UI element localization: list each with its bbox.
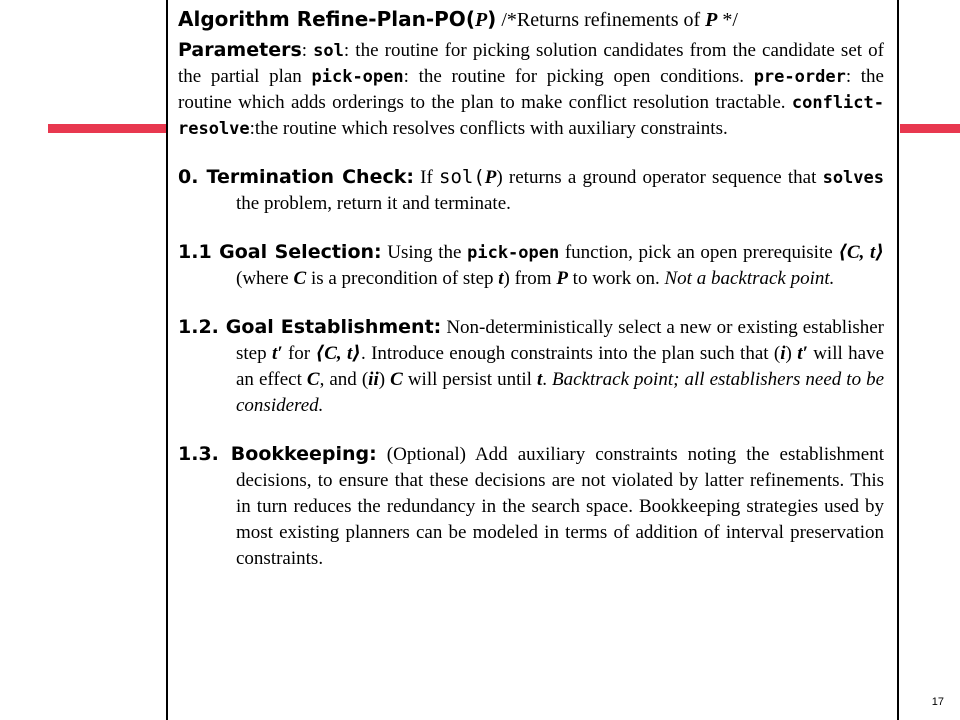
conflict-resolve-param: conflict-resolve:the routine which resolves conflicts with auxiliary constraints. (178, 93, 884, 139)
step-heading: 1.1 Goal Selection: (178, 241, 382, 263)
parameters-block (178, 37, 884, 142)
algorithm-box (166, 0, 899, 720)
step-bookkeeping: 1.3. Bookkeeping: (Optional) Add auxiliary constraints noting the establishment decisions, to ensure that these decisions are not violated by latter refinements. This in turn reduces the redundancy in the search space. Bookkeeping strategies used by most existing planners can be modeled in terms of addition of interval preservation constraints. (178, 443, 884, 569)
step-heading: 0. Termination Check: (178, 166, 414, 188)
plan-variable: P (474, 9, 488, 31)
accent-bar-left (48, 124, 166, 133)
title-comment: /*Returns refinements of P */ (501, 9, 738, 31)
step-heading: 1.3. Bookkeeping: (178, 443, 377, 465)
algorithm-content (178, 6, 884, 594)
sol-param: : sol: the routine for picking solution candidates from the candidate set of the partial plan (178, 40, 884, 87)
pre-order-param: pre-order: the routine which adds orderings to the plan to make conflict resolution tractable. (178, 66, 884, 113)
page-number: 17 (931, 696, 944, 708)
backtrack-note: Backtrack point; all establishers need to be considered. (236, 369, 885, 416)
backtrack-note: Not a backtrack point. (664, 268, 835, 289)
algorithm-title: Algorithm Refine-Plan-PO(P) /*Returns refinements of P */ (178, 7, 738, 31)
accent-bar-right (900, 124, 960, 133)
step-goal-selection: 1.1 Goal Selection: Using the pick-open function, pick an open prerequisite ⟨C, t⟩ (where C is a precondition of step t) from P to work on. Not a backtrack point. (178, 241, 885, 289)
algorithm-name: Algorithm Refine-Plan-PO( (178, 7, 475, 31)
pick-open-param: pick-open: the routine for picking open conditions. (311, 66, 754, 87)
step-termination-check: 0. Termination Check: If sol(P) returns a ground operator sequence that solves the problem, return it and terminate. (178, 166, 884, 214)
step-heading: 1.2. Goal Establishment: (178, 316, 442, 338)
step-goal-establishment: 1.2. Goal Establishment: Non-deterministically select a new or existing establisher step t′ for ⟨C, t⟩. Introduce enough constraints into the plan such that (i) t′ will have an effect C, and (ii) C will persist until t. Backtrack point; all establishers need to be considered. (178, 316, 885, 416)
parameters-label: Parameters (178, 39, 302, 61)
